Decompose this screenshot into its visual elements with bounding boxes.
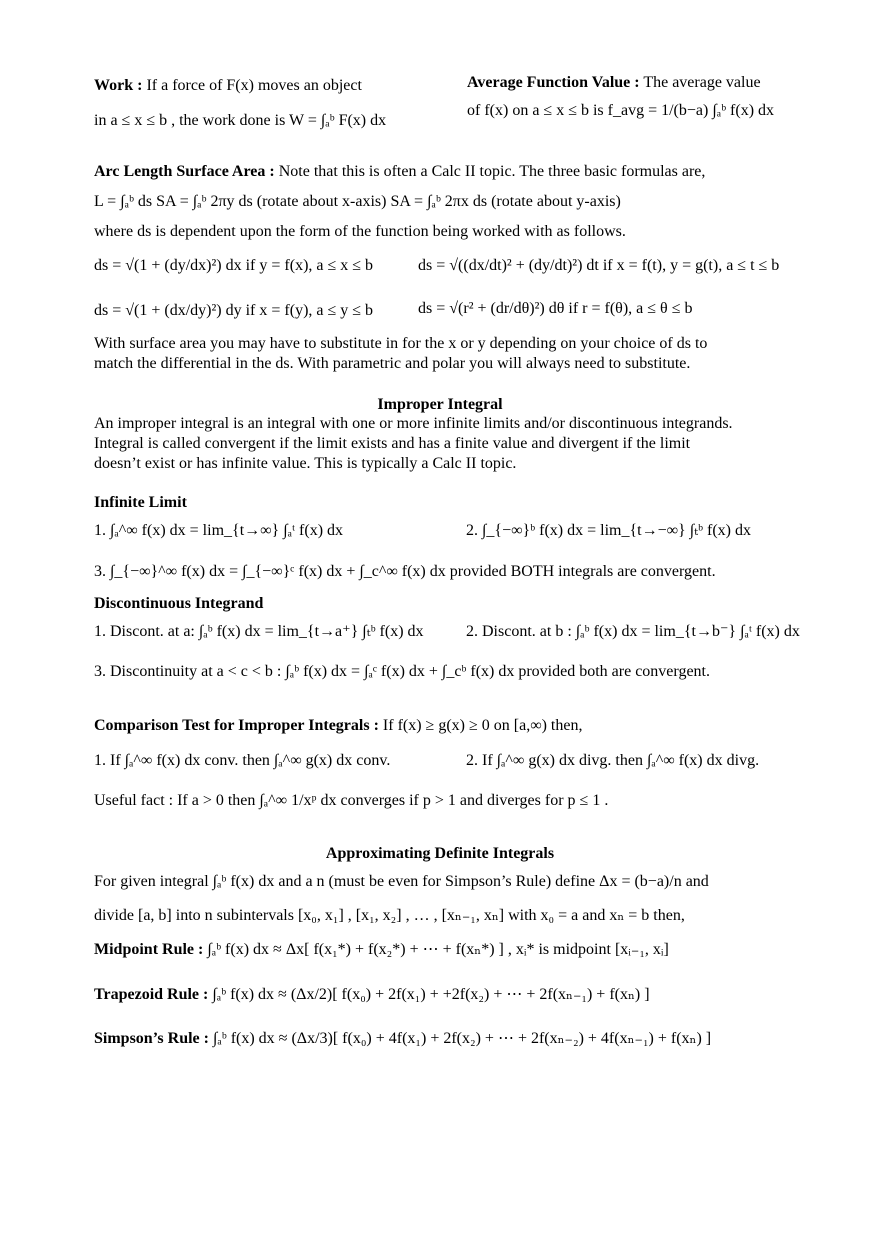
trapezoid-label: Trapezoid Rule : bbox=[94, 986, 209, 1003]
arc-length-heading: Arc Length Surface Area : bbox=[94, 163, 275, 180]
midpoint-rule bbox=[94, 940, 669, 960]
infinite-limit-3: 3. ∫_{−∞}^∞ f(x) dx = ∫_{−∞}ᶜ f(x) dx + ∫_c^∞ f(x) dx provided BOTH integrals are convergent. bbox=[94, 563, 716, 580]
ds-formula-1: ds = √(1 + (dy/dx)²) dx if y = f(x), a ≤ x ≤ b bbox=[94, 257, 374, 274]
work-line2: in a ≤ x ≤ b , the work done is W = ∫ₐᵇ F(x) dx bbox=[94, 112, 387, 129]
discontinuous-heading: Discontinuous Integrand bbox=[94, 595, 264, 612]
arc-length-note-1: With surface area you may have to substitute in for the x or y depending on your choice of ds to bbox=[94, 335, 708, 352]
comparison-intro: If f(x) ≥ g(x) ≥ 0 on [a,∞) then, bbox=[382, 717, 583, 734]
average-value-line2: of f(x) on a ≤ x ≤ b is f_avg = 1/(b−a) ∫ₐᵇ f(x) dx bbox=[467, 102, 775, 119]
trapezoid-formula: ∫ₐᵇ f(x) dx ≈ (Δx/2)[ f(x₀) + 2f(x₁) + +2f(x₂) + ⋯ + 2f(xₙ₋₁) + f(xₙ) ] bbox=[212, 986, 650, 1003]
infinite-limit-1: 1. ∫ₐ^∞ f(x) dx = lim_{t→∞} ∫ₐᵗ f(x) dx bbox=[94, 522, 344, 539]
midpoint-formula: ∫ₐᵇ f(x) dx ≈ Δx[ f(x₁*) + f(x₂*) + ⋯ + f(xₙ*) ] , xᵢ* is midpoint [xᵢ₋₁, xᵢ] bbox=[207, 941, 669, 958]
average-value-line1: The average value bbox=[643, 74, 761, 91]
simpson-rule bbox=[94, 1029, 711, 1049]
comparison-heading: Comparison Test for Improper Integrals : bbox=[94, 717, 379, 734]
trapezoid-rule bbox=[94, 985, 650, 1005]
infinite-limit-2: 2. ∫_{−∞}ᵇ f(x) dx = lim_{t→−∞} ∫ₜᵇ f(x) dx bbox=[466, 522, 751, 539]
midpoint-label: Midpoint Rule : bbox=[94, 941, 204, 958]
comparison-2: 2. If ∫ₐ^∞ g(x) dx divg. then ∫ₐ^∞ f(x) dx divg. bbox=[466, 752, 760, 769]
arc-length-note-2: match the differential in the ds. With parametric and polar you will always need to substitute. bbox=[94, 355, 691, 372]
infinite-limit-heading: Infinite Limit bbox=[94, 494, 187, 511]
arc-length-intro: Note that this is often a Calc II topic. The three basic formulas are, bbox=[278, 163, 706, 180]
arc-length-formulas: L = ∫ₐᵇ ds SA = ∫ₐᵇ 2πy ds (rotate about x-axis) SA = ∫ₐᵇ 2πx ds (rotate about y-axis) bbox=[94, 193, 621, 210]
average-value-heading: Average Function Value : bbox=[467, 74, 640, 91]
work-section bbox=[94, 76, 362, 96]
useful-fact: Useful fact : If a > 0 then ∫ₐ^∞ 1/xᵖ dx converges if p > 1 and diverges for p ≤ 1 . bbox=[94, 792, 609, 809]
ds-formula-3: ds = √(1 + (dx/dy)²) dy if x = f(y), a ≤ y ≤ b bbox=[94, 302, 374, 319]
comparison-1: 1. If ∫ₐ^∞ f(x) dx conv. then ∫ₐ^∞ g(x) dx conv. bbox=[94, 752, 391, 769]
improper-heading: Improper Integral bbox=[377, 396, 503, 413]
approx-heading: Approximating Definite Integrals bbox=[325, 845, 555, 862]
work-line1: If a force of F(x) moves an object bbox=[146, 77, 362, 94]
arc-length-intro-line bbox=[94, 162, 705, 182]
improper-p1: An improper integral is an integral with one or more infinite limits and/or discontinuous integrands. bbox=[94, 415, 733, 432]
arc-length-where: where ds is dependent upon the form of the function being worked with as follows. bbox=[94, 223, 626, 240]
approx-line-2: divide [a, b] into n subintervals [x₀, x₁] , [x₁, x₂] , … , [xₙ₋₁, xₙ] with x₀ = a and xₙ = b then, bbox=[94, 907, 685, 924]
work-heading: Work : bbox=[94, 77, 143, 94]
simpson-formula: ∫ₐᵇ f(x) dx ≈ (Δx/3)[ f(x₀) + 4f(x₁) + 2f(x₂) + ⋯ + 2f(xₙ₋₂) + 4f(xₙ₋₁) + f(xₙ) ] bbox=[212, 1030, 712, 1047]
discontinuous-1: 1. Discont. at a: ∫ₐᵇ f(x) dx = lim_{t→a⁺} ∫ₜᵇ f(x) dx bbox=[94, 623, 424, 640]
comparison-intro-line bbox=[94, 716, 582, 736]
ds-formula-4: ds = √(r² + (dr/dθ)²) dθ if r = f(θ), a ≤ θ ≤ b bbox=[418, 300, 693, 317]
discontinuous-2: 2. Discont. at b : ∫ₐᵇ f(x) dx = lim_{t→b⁻} ∫ₐᵗ f(x) dx bbox=[466, 623, 800, 640]
approx-line-1: For given integral ∫ₐᵇ f(x) dx and a n (must be even for Simpson’s Rule) define Δx = (b−a)/n and bbox=[94, 873, 709, 890]
average-value-section bbox=[467, 73, 761, 93]
improper-p3: doesn’t exist or has infinite value. This is typically a Calc II topic. bbox=[94, 455, 517, 472]
simpson-label: Simpson’s Rule : bbox=[94, 1030, 209, 1047]
discontinuous-3: 3. Discontinuity at a < c < b : ∫ₐᵇ f(x) dx = ∫ₐᶜ f(x) dx + ∫_cᵇ f(x) dx provided both are convergent. bbox=[94, 663, 710, 680]
ds-formula-2: ds = √((dx/dt)² + (dy/dt)²) dt if x = f(t), y = g(t), a ≤ t ≤ b bbox=[418, 257, 780, 274]
improper-p2: Integral is called convergent if the limit exists and has a finite value and divergent if the limit bbox=[94, 435, 691, 452]
